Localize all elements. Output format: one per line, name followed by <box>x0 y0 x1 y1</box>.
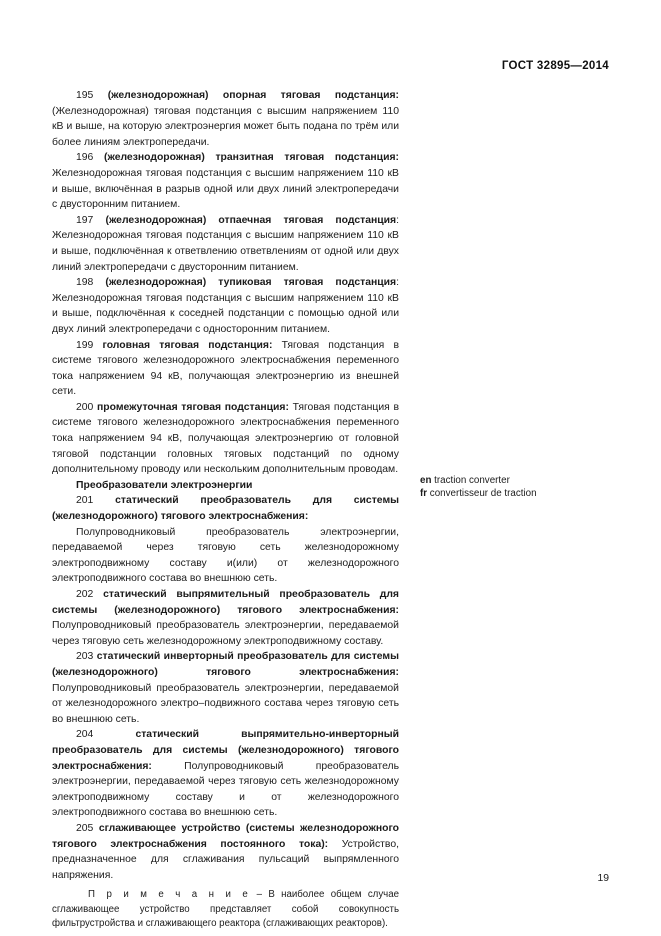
term-entry-201 <box>52 493 399 524</box>
term-label-195: (железнодорожная) опорная тяговая подстанция: <box>107 90 399 101</box>
note-label: П р и м е ч а н и е <box>88 889 251 901</box>
term-number-204: 204 <box>76 729 136 741</box>
margin-translation-fr <box>420 487 620 500</box>
term-number-201: 201 <box>76 495 116 507</box>
term-entry-205 <box>52 821 399 883</box>
term-definition-202: Полупроводниковый преобразователь электроэнергии, передаваемой через тяговую сеть железнодорожному электроподвижному составу. <box>52 620 399 647</box>
term-number-197: 197 <box>76 214 106 226</box>
term-number-203: 203 <box>76 651 97 663</box>
term-label-203: статический инверторный преобразователь для системы (железнодорожного) тягового электроснабжения: <box>52 651 399 678</box>
margin-lang-code-fr: fr <box>420 488 428 500</box>
term-definition-200: Тяговая подстанция в системе тягового железнодорожного электроснабжения переменного тока напряжением 94 кВ, получающая электроэнергию от головной тяговой подстанции головных тяговых подстанций по одному дополнительному проводу или нескольким дополнительным проводам. <box>52 401 399 476</box>
term-label-200: промежуточная тяговая подстанция: <box>97 401 289 413</box>
term-entry-203 <box>52 649 399 727</box>
term-definition-201: Полупроводниковый преобразователь электроэнергии, передаваемой через тяговую сеть железнодорожному электроподвижному составу и(или) от железнодорожного электроподвижного состава во внешнюю сеть. <box>52 526 399 585</box>
term-entry-198 <box>52 275 399 337</box>
term-entry-196 <box>52 150 399 212</box>
main-text-column <box>52 88 399 932</box>
term-definition-196: Железнодорожная тяговая подстанция с высшим напряжением 110 кВ и выше, включённая в разрыв одной или двух линий электропередачи с двусторонним питанием. <box>52 167 399 211</box>
margin-translations-201 <box>420 474 620 501</box>
page-number: 19 <box>597 873 609 884</box>
term-number-195: 195 <box>76 90 108 101</box>
term-entry-202 <box>52 587 399 649</box>
note-text: – В наиболее общем случае сглаживающее устройство представляет собой совокупность фильтрустройства и сглаживающего реактора (сглаживающих реакторов). <box>52 889 399 930</box>
term-number-196: 196 <box>76 152 104 164</box>
term-number-198: 198 <box>76 277 106 289</box>
term-entry-199 <box>52 338 399 400</box>
term-label-199: головная тяговая подстанция: <box>102 339 273 351</box>
term-label-204: статический выпрямительно-инверторный преобразователь для системы (железнодорожного) тягового электроснабжения: <box>52 729 399 772</box>
term-definition-198: : Железнодорожная тяговая подстанция с высшим напряжением 110 кВ и выше, подключённая к соседней подстанции с помощью одной или двух линий электропередачи с односторонним питанием. <box>52 277 399 335</box>
term-definition-205: Устройство, предназначенное для сглаживания пульсаций выпрямленного напряжения. <box>52 838 399 881</box>
margin-lang-code-en: en <box>420 475 432 486</box>
term-label-205: сглаживающее устройство (системы железнодорожного тягового электроснабжения постоянного тока): <box>52 822 399 850</box>
term-definition-195: (Железнодорожная) тяговая подстанция с высшим напряжением 110 кВ и выше, на которую электроэнергия может быть подана по трём или более линиям электропередачи. <box>52 105 399 148</box>
term-label-202: статический выпрямительный преобразователь для системы (железнодорожного) тягового электроснабжения: <box>52 589 399 616</box>
term-number-199: 199 <box>76 339 103 351</box>
term-label-196: (железнодорожная) транзитная тяговая подстанция: <box>104 152 399 164</box>
term-label-198: (железнодорожная) тупиковая тяговая подстанция <box>105 277 397 289</box>
term-entry-195 <box>52 88 399 150</box>
term-definition-199: Тяговая подстанция в системе тягового железнодорожного электроснабжения переменного тока напряжением 94 кВ, получающая электроэнергию из внешней сети. <box>52 339 399 398</box>
term-entry-204 <box>52 727 399 821</box>
term-number-202: 202 <box>76 589 104 600</box>
term-entry-200 <box>52 400 399 478</box>
term-definition-197: : Железнодорожная тяговая подстанция с высшим напряжением 110 кВ и выше, подключённая к ответвлению ответвлениям от одной или двух линий электропередачи с двусторонним питанием. <box>52 214 399 273</box>
margin-translation-text-fr: convertisseur de traction <box>427 488 537 500</box>
page-header-standard-title: ГОСТ 32895—2014 <box>501 60 609 72</box>
term-entry-197 <box>52 213 399 275</box>
margin-translation-text-en: traction converter <box>431 475 510 486</box>
margin-translation-en <box>420 474 620 487</box>
note-block <box>52 888 399 931</box>
term-number-205: 205 <box>76 822 99 834</box>
term-definition-204: Полупроводниковый преобразователь электроэнергии, передаваемой через тяговую сеть железнодорожному электроподвижному составу и от железнодорожного электроподвижного состава во внешнюю сеть. <box>52 760 399 819</box>
term-label-201: статический преобразователь для системы (железнодорожного) тягового электроснабжения: <box>52 495 399 523</box>
term-label-197: (железнодорожная) отпаечная тяговая подстанция <box>105 214 397 226</box>
term-number-200: 200 <box>76 401 98 413</box>
section-heading-converters: Преобразователи электроэнергии <box>76 479 253 491</box>
term-definition-203: Полупроводниковый преобразователь электроэнергии, передаваемой от железнодорожного электро–подвижного состава через тяговую сеть во внешнюю сеть. <box>52 682 399 725</box>
